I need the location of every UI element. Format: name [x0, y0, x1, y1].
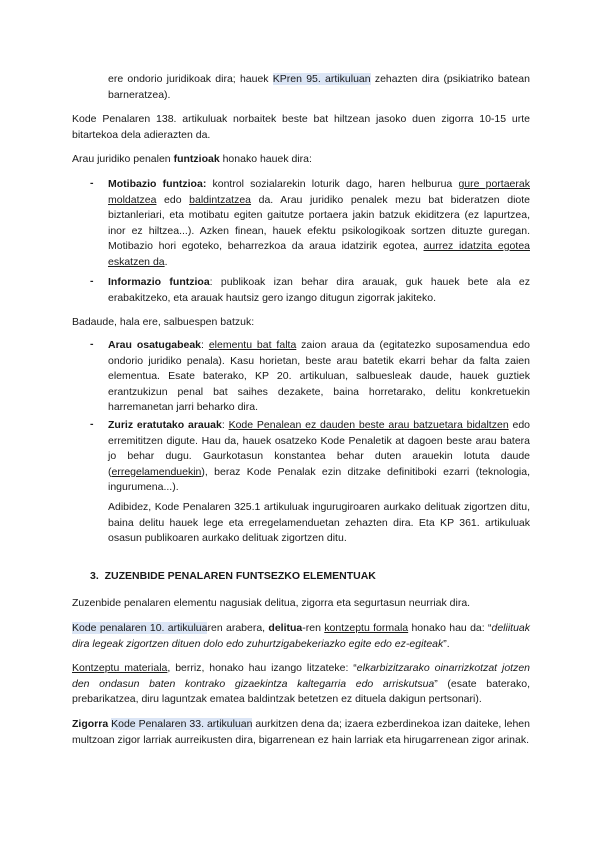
text: Arau juridiko penalen [72, 153, 174, 165]
text: aurkitzen dena da; izaera ezberdinekoa izan daiteke, lehen multzoan zigor larriak aurreikusten dira, bigarrenean ez hain larriak eta hirugarrenean zigor arinak. [72, 718, 530, 746]
text: ere ondorio juridikoak dira; hauek [108, 73, 273, 85]
text: : [201, 339, 209, 351]
underlined-text: Kontzeptu materiala [72, 662, 168, 674]
paragraph-functions-intro [72, 152, 530, 168]
bullet-dash: - [90, 177, 94, 189]
bullet-title: Motibazio funtzioa: [108, 178, 207, 190]
paragraph-penalty [72, 717, 530, 748]
bold-term: Zigorra [72, 718, 109, 730]
bold-term: funtzioak [173, 153, 220, 165]
bullet-title: Zuriz eratutako arauak [108, 419, 222, 431]
underlined-text: gure portaerak moldatzea [108, 178, 530, 206]
heading-number: 3. [90, 570, 99, 582]
text: edo erremititzen digute. Hau da, hauek osatzeko Kode Penaletik at dagoen beste arau batera jo behar dugu. Gaurkotasun konstantea behar duten arauekin lotuta daude ( [108, 419, 531, 478]
italic-quote: deliituak dira legeak zigortzen dituen dolo edo zuhurtzigabekeriazko egite edo ez-egiteak [72, 622, 531, 650]
bullet-incomplete-rules [108, 338, 530, 416]
highlighted-reference: Kode Penalaren 33. artikuluan [111, 718, 253, 730]
highlighted-reference: Kode penalaren 10. artikulua [72, 622, 208, 634]
bullet-title: Arau osatugabeak [108, 339, 202, 351]
bullet-blank-rules [108, 418, 530, 496]
bullet-dash: - [90, 275, 94, 287]
underlined-text: baldintzatzea [189, 193, 252, 206]
text: edo [156, 193, 190, 206]
highlighted-reference: KPren 95. artikuluan [272, 73, 371, 85]
section-heading-3 [90, 570, 376, 582]
text: . [164, 255, 168, 268]
text: ” (esate baterako, prebarikatzea, diru laguntzak ematea baldintzak betetzen ez dituela dakigun pertsonari). [72, 677, 531, 705]
underlined-text: aurrez idatzita egotea eskatzen da [108, 240, 530, 268]
text: ren arabera, [207, 622, 269, 634]
text: zaion araua da (egitatezko suposamendua edo ondorio juridiko penala). Kasu horietan, beste arau batetik ekarri behar da falta zaien elementua. Esate baterako, KP 20. artikuluan, salbuesleak daude, hauek guztiek erantzukizun penal bat saihes dezakete, baina horretarako, delitu konkretuekin harremanetan jarri beharko dira. [108, 339, 530, 413]
bullet-information-function [108, 275, 530, 306]
text: ”. [443, 637, 450, 650]
underlined-text: Kode Penalean ez dauden beste arau batzuetara bidaltzen [228, 419, 509, 431]
paragraph-article-10 [72, 621, 530, 652]
paragraph-main-elements: Zuzenbide penalaren elementu nagusiak delitua, zigorra eta segurtasun neurriak dira. [72, 597, 471, 609]
bullet-dash: - [90, 418, 94, 430]
text: : [221, 419, 229, 431]
text: honako hauek dira: [219, 153, 312, 165]
bullet-dash: - [90, 338, 94, 350]
text: honako hau da: “ [408, 622, 492, 634]
paragraph-exceptions-intro: Badaude, hala ere, salbuespen batzuk: [72, 316, 255, 328]
underlined-text: erregelamenduekin [111, 465, 202, 478]
underlined-text: kontzeptu formala [324, 622, 409, 634]
text: : publikoak izan behar dira arauak, guk hauek bete ala ez erabakitzeko, eta arauak hautsiz gero izango ditugun zigorrak jakiteko. [108, 276, 530, 304]
heading-text: ZUZENBIDE PENALAREN FUNTSEZKO ELEMENTUAK [104, 570, 376, 582]
bullet-motivation-function [108, 177, 530, 270]
paragraph-example: Adibidez, Kode Penalaren 325.1 artikuluak ingurugiroaren aurkako delituak zigortzen ditu, baina delitu hauek lege eta erregelamenduetan zehazten dira. Eta KP 361. artikuluak osasun publikoaren aurkako delituak zigortzen ditu. [108, 501, 530, 544]
paragraph-continuation [108, 72, 530, 103]
text: ), beraz Kode Penalak ezin ditzake definitiboki ezarri (teknologia, ingurumena...). [108, 465, 530, 493]
underlined-text: elementu bat falta [208, 339, 297, 351]
text: zehazten dira (psikiatriko batean barneratzea). [108, 73, 530, 101]
paragraph-article-138: Kode Penalaren 138. artikuluak norbaitek beste bat hiltzean jasoko duen zigorra 10-15 urte bitartekoa dela adierazten da. [72, 113, 530, 141]
text: -ren [302, 622, 325, 634]
bold-term: delitua [268, 622, 303, 634]
italic-quote: elkarbizitzarako oinarrizkotzat jotzen den ondasun baten kontrako gizaekintza kaltegarria edo arriskutsua [72, 662, 531, 690]
paragraph-material-concept [72, 661, 530, 708]
text: , berriz, honako hau izango litzateke: “ [167, 662, 357, 674]
text: kontrol sozialarekin loturik dago, haren helburua [206, 178, 459, 190]
bullet-title: Informazio funtzioa [108, 276, 210, 288]
text: da. Arau juridiko penalek mezu bat bideratzen diote biztanleriari, eta motibatu egiten gaitutze portaera jakin batzuk ekiditzera (ez lapurtzea, inor ez hiltzea...). Azken finean, hauek efektu psikologikoak sortzen dituzte guregan. Motibazio hori egoteko, beharrezkoa da araua idatzirik egotea, [108, 193, 530, 252]
